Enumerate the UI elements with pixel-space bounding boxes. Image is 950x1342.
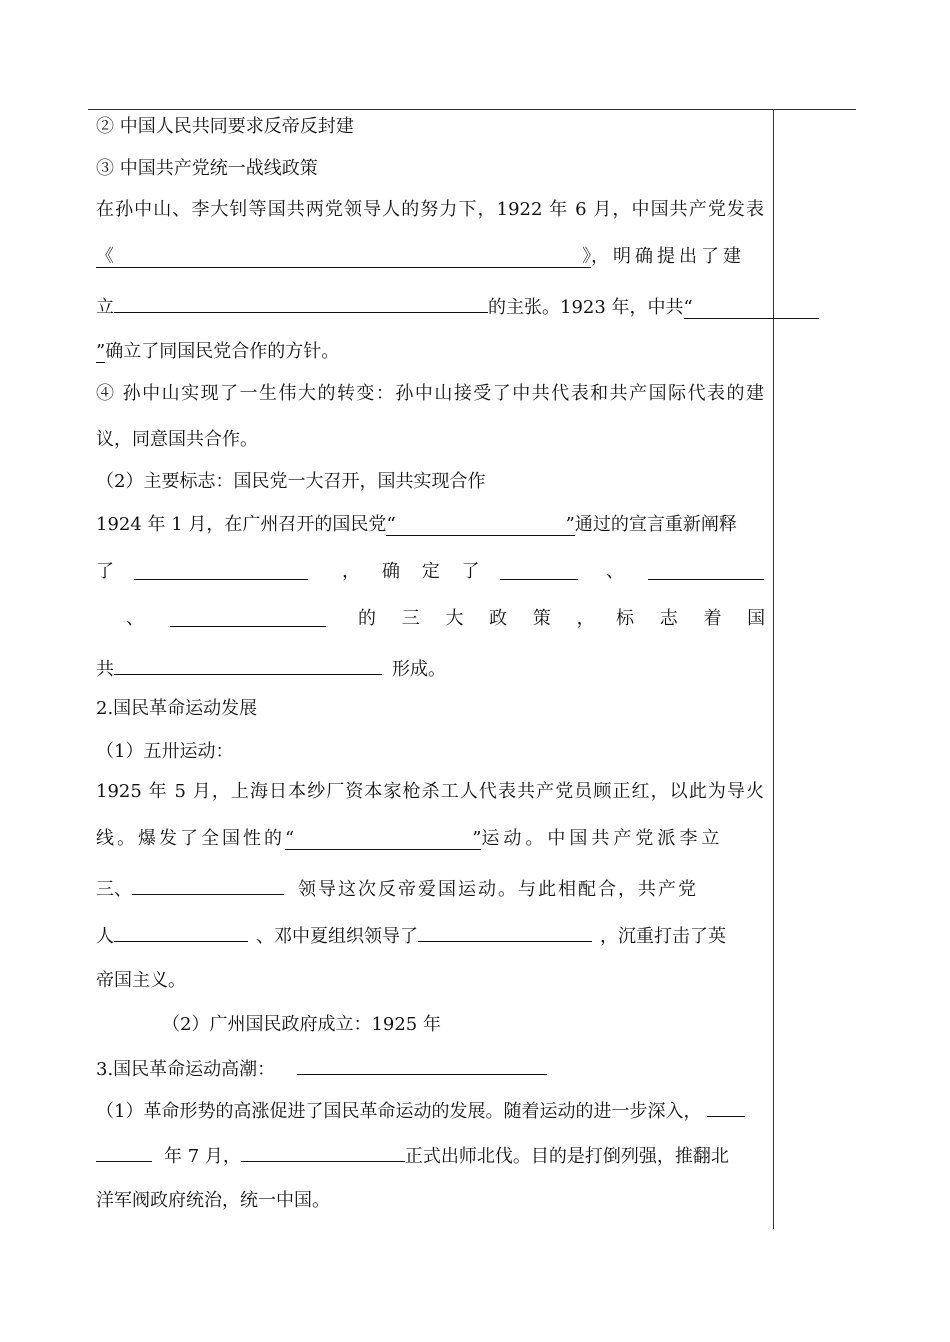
- policy-1-blank[interactable]: [500, 560, 578, 580]
- para-1922-line3: 立 的主张。1923 年，中共“: [96, 293, 836, 320]
- item-4-line2: 议，同意国共合作。: [96, 429, 258, 450]
- para-1922-line2: 《 》，明确提出了建: [96, 246, 745, 267]
- sub-1-heading: （1）五卅运动：: [96, 741, 234, 762]
- para-1926-line1: （1）革命形势的高涨促进了国民革命运动的发展。随着运动的进一步深入，: [96, 1097, 786, 1124]
- year-blank-start[interactable]: [707, 1097, 745, 1117]
- organizer-blank[interactable]: [114, 922, 248, 942]
- alliance-blank[interactable]: [114, 293, 488, 313]
- table-top-border: [88, 109, 856, 110]
- sign-heading: （2）主要标志：国民党一大召开，国共实现合作: [96, 471, 486, 492]
- para-1925-line2: 线。爆发了全国性的“ ”运动。中国共产党派李立: [96, 828, 724, 849]
- year-blank-end[interactable]: [96, 1142, 152, 1162]
- para-1926-line3: 洋军阀政府统治，统一中国。: [96, 1190, 330, 1211]
- para-1925-line1: 1925 年 5 月，上海日本纱厂资本家枪杀工人代表共产党员顾正红，以此为导火: [96, 781, 764, 802]
- para-1924-line4: 共 形成。: [96, 655, 764, 682]
- para-1925-line3: 三、 领导这次反帝爱国运动。与此相配合，共产党: [96, 875, 764, 902]
- section-3-line: 3.国民革命运动高潮：: [96, 1055, 764, 1082]
- may30-movement-blank[interactable]: “ ”: [285, 828, 482, 849]
- principles-blank[interactable]: [134, 560, 308, 580]
- leader-blank[interactable]: [132, 875, 284, 895]
- para-1924-line1: 1924 年 1 月，在广州召开的国民党“ ”通过的宣言重新阐释: [96, 514, 737, 535]
- cpc-congress-blank[interactable]: “: [684, 297, 819, 319]
- cooperation-blank[interactable]: [114, 655, 382, 675]
- item-2: ② 中国人民共同要求反帝反封建: [96, 116, 354, 137]
- table-right-border: [773, 109, 774, 1229]
- para-1922-line1: 在孙中山、李大钊等国共两党领导人的努力下，1922 年 6 月，中国共产党发表: [96, 199, 764, 220]
- policy-3-blank[interactable]: [170, 607, 326, 627]
- section-2-heading: 2.国民革命运动发展: [96, 698, 258, 719]
- para-1926-line2: 年 7 月， 正式出师北伐。目的是打倒列强，推翻北: [96, 1142, 764, 1169]
- item-4-line1: ④ 孙中山实现了一生伟大的转变：孙中山接受了中共代表和共产国际代表的建: [96, 383, 764, 404]
- para-1925-line4: 人 、邓中夏组织领导了 ，沉重打击了英: [96, 922, 764, 949]
- policy-2-blank[interactable]: [648, 560, 764, 580]
- para-1922-line4: ”确立了同国民党合作的方针。: [96, 341, 340, 362]
- strike-blank[interactable]: [418, 922, 592, 942]
- kmt-congress-blank[interactable]: “ ”: [386, 514, 575, 535]
- army-blank[interactable]: [241, 1142, 405, 1162]
- item-3: ③ 中国共产党统一战线政策: [96, 158, 318, 179]
- para-1925-line5: 帝国主义。: [96, 970, 186, 991]
- climax-blank[interactable]: [297, 1055, 547, 1075]
- sub-2-heading: （2）广州国民政府成立：1925 年: [162, 1014, 441, 1035]
- book-title-blank[interactable]: 《 》: [96, 246, 591, 267]
